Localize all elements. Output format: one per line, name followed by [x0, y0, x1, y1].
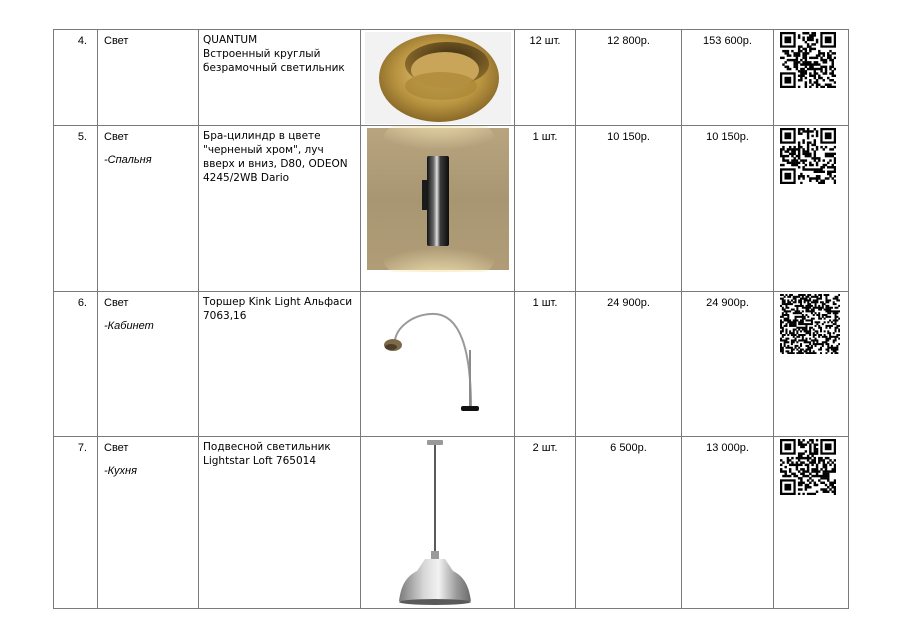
description-cell: Бра-цилиндр в цвете "черненый хром", луч вверх и вниз, D80, ODEON 4245/2WB Dario [199, 126, 361, 292]
price-cell: 12 800р. [576, 30, 682, 126]
quantity-cell: 12 шт. [515, 30, 576, 126]
table-row [54, 126, 849, 292]
description-cell [199, 30, 361, 126]
price-cell: 24 900р. [576, 292, 682, 437]
qr-code-icon[interactable] [780, 128, 836, 184]
price-cell: 10 150р. [576, 126, 682, 292]
category-cell [98, 437, 199, 609]
product-spec-table [53, 29, 849, 609]
category-cell [98, 126, 199, 292]
room-label: -Кабинет [104, 320, 154, 332]
row-number: 4. [54, 30, 98, 126]
qr-code-cell [774, 30, 849, 126]
total-cell: 13 000р. [682, 437, 774, 609]
qr-code-icon[interactable] [780, 32, 836, 88]
product-image-cell [361, 292, 515, 437]
description-cell: Подвесной светильник Lightstar Loft 765014 [199, 437, 361, 609]
arc-floor-lamp-icon [361, 292, 515, 435]
description-text: Встроенный круглый безрамочный светильник [203, 48, 345, 74]
row-number: 7. [54, 437, 98, 609]
quantity-cell: 1 шт. [515, 292, 576, 437]
category-label: Свет [104, 131, 129, 143]
category-cell [98, 292, 199, 437]
total-cell: 153 600р. [682, 30, 774, 126]
quantity-cell: 1 шт. [515, 126, 576, 292]
category-label: Свет [104, 35, 129, 47]
recessed-round-gold-light-icon [361, 30, 515, 124]
product-image-cell [361, 30, 515, 126]
description-cell: Торшер Kink Light Альфаси 7063,16 [199, 292, 361, 437]
room-label: -Кухня [104, 465, 137, 477]
product-image-cell [361, 126, 515, 292]
pendant-dome-light-icon [361, 437, 515, 607]
table-row [54, 30, 849, 126]
wall-cylinder-sconce-icon [361, 126, 515, 272]
table-row [54, 292, 849, 437]
room-label: -Спальня [104, 154, 152, 166]
price-cell: 6 500р. [576, 437, 682, 609]
table-row [54, 437, 849, 609]
category-label: Свет [104, 442, 129, 454]
total-cell: 10 150р. [682, 126, 774, 292]
qr-code-cell [774, 292, 849, 437]
category-cell [98, 30, 199, 126]
description-brand: QUANTUM [203, 34, 258, 46]
category-label: Свет [104, 297, 129, 309]
row-number: 5. [54, 126, 98, 292]
row-number: 6. [54, 292, 98, 437]
total-cell: 24 900р. [682, 292, 774, 437]
product-image-cell [361, 437, 515, 609]
qr-code-cell [774, 126, 849, 292]
qr-code-cell [774, 437, 849, 609]
quantity-cell: 2 шт. [515, 437, 576, 609]
qr-code-icon[interactable] [780, 294, 840, 354]
qr-code-icon[interactable] [780, 439, 836, 495]
